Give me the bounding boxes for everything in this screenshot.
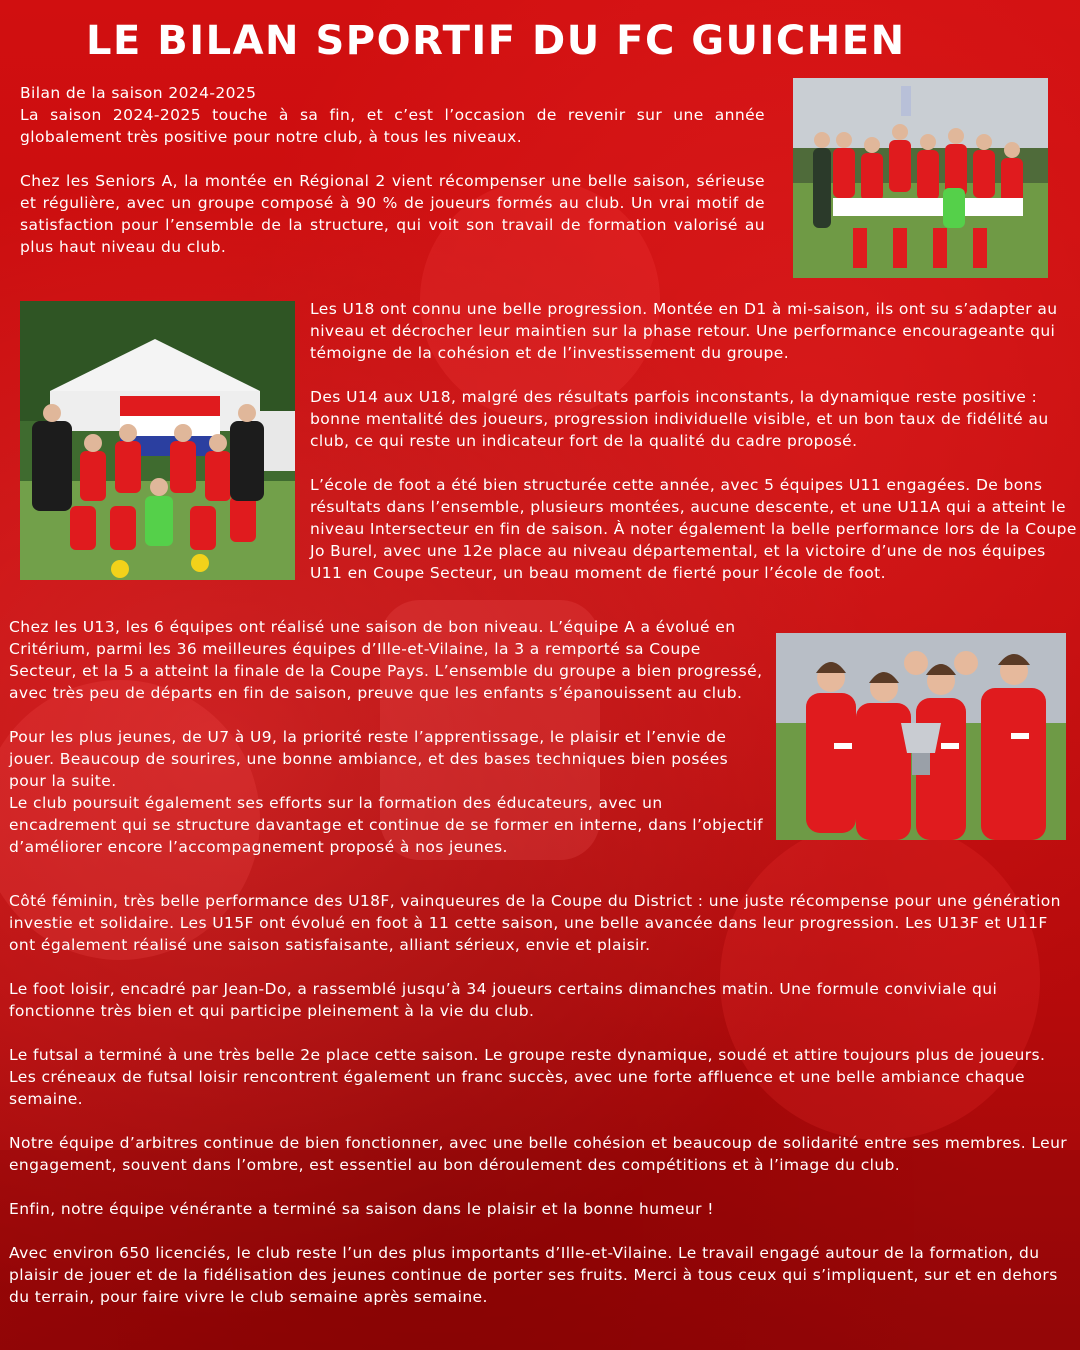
leisure-football-paragraph: Le foot loisir, encadré par Jean-Do, a rassemblé jusqu’à 34 joueurs certains dimanches matin. Une formule conviviale qui fonctionne très bien et qui participe pleinement à la vie du club. bbox=[9, 980, 998, 1020]
football-school-paragraph: L’école de foot a été bien structurée cette année, avec 5 équipes U11 engagées. De bons résultats dans l’ensemble, plusieurs montées, aucune descente, et une U11A qui a atteint le niveau Intersecteur en fin de saison. À noter également la belle performance lors de la Coupe Jo Burel, avec une 12e place au niveau départemental, et la victoire d’une de nos équipes U11 en Coupe Secteur, un beau moment de fierté pour l’école de foot. bbox=[310, 476, 1077, 582]
season-subtitle: Bilan de la saison 2024-2025 bbox=[20, 84, 257, 102]
photo-croatia-flag-team bbox=[20, 301, 295, 580]
u14-u18-paragraph: Des U14 aux U18, malgré des résultats parfois inconstants, la dynamique reste positive : bonne mentalité des joueurs, progression individuelle visible, et un bon taux de fidélité au club, ce qui reste un indicateur fort de la qualité du cadre proposé. bbox=[310, 388, 1049, 450]
intro-paragraph: La saison 2024-2025 touche à sa fin, et c’est l’occasion de revenir sur une année globalement très positive pour notre club, à tous les niveaux. bbox=[20, 106, 765, 146]
women-paragraph: Côté féminin, très belle performance des U18F, vainqueures de la Coupe du District : une juste récompense pour une génération investie et solidaire. Les U15F ont évolué en foot à 11 cette saison, une belle avancée dans leur progression. Les U13F et U11F ont également réalisé une saison satisfaisante, alliant sérieux, envie et plaisir. bbox=[9, 892, 1061, 954]
u7-u9-paragraph: Pour les plus jeunes, de U7 à U9, la priorité reste l’apprentissage, le plaisir et l’envie de jouer. Beaucoup de sourires, une bonne ambiance, et des bases techniques bien posées pour la suite. bbox=[9, 728, 729, 790]
u13-block bbox=[9, 616, 769, 858]
conclusion-paragraph: Avec environ 650 licenciés, le club reste l’un des plus importants d’Ille-et-Vilaine. Le travail engagé autour de la formation, du plaisir de jouer et de la fidélisation des jeunes continue de porter ses fruits. Merci à tous ceux qui s’impliquent, sur et en dehors du terrain, pour faire vivre le club semaine après semaine. bbox=[9, 1244, 1058, 1306]
photo-trophy-team bbox=[793, 78, 1048, 278]
seniors-paragraph: Chez les Seniors A, la montée en Régional 2 vient récompenser une belle saison, sérieuse et régulière, avec un groupe composé à 90 % de joueurs formés au club. Un vrai motif de satisfaction pour l’ensemble de la structure, qui voit son travail de formation valorisé au plus haut niveau du club. bbox=[20, 172, 765, 256]
page-title: LE BILAN SPORTIF DU FC GUICHEN bbox=[86, 18, 906, 64]
intro-block bbox=[20, 82, 765, 258]
photo-girls-trophy bbox=[776, 633, 1066, 840]
coaches-paragraph: Le club poursuit également ses efforts sur la formation des éducateurs, avec un encadrement qui se structure davantage et continue de se former en interne, dans l’objectif d’améliorer encore l’accompagnement proposé à nos jeunes. bbox=[9, 794, 764, 856]
veterans-paragraph: Enfin, notre équipe vénérante a terminé sa saison dans le plaisir et la bonne humeur ! bbox=[9, 1200, 714, 1218]
youth-block bbox=[310, 298, 1078, 584]
referees-paragraph: Notre équipe d’arbitres continue de bien fonctionner, avec une belle cohésion et beaucoup de solidarité entre ses membres. Leur engagement, souvent dans l’ombre, est essentiel au bon déroulement des compétitions et à l’image du club. bbox=[9, 1134, 1068, 1174]
futsal-paragraph: Le futsal a terminé à une très belle 2e place cette saison. Le groupe reste dynamique, soudé et attire toujours plus de joueurs. Les créneaux de futsal loisir rencontrent également un franc succès, avec une forte affluence et une belle ambiance chaque semaine. bbox=[9, 1046, 1046, 1108]
u13-paragraph: Chez les U13, les 6 équipes ont réalisé une saison de bon niveau. L’équipe A a évolué en Critérium, parmi les 36 meilleures équipes d’Ille-et-Vilaine, la 3 a remporté sa Coupe Secteur, et la 5 a atteint la finale de la Coupe Pays. L’ensemble du groupe a bien progressé, avec très peu de départs en fin de saison, preuve que les enfants s’épanouissent au club. bbox=[9, 618, 763, 702]
club-overview-block bbox=[9, 890, 1069, 1308]
u18-paragraph: Les U18 ont connu une belle progression. Montée en D1 à mi-saison, ils ont su s’adapter au niveau et décrocher leur maintien sur la phase retour. Une performance encourageante qui témoigne de la cohésion et de l’investissement du groupe. bbox=[310, 300, 1058, 362]
